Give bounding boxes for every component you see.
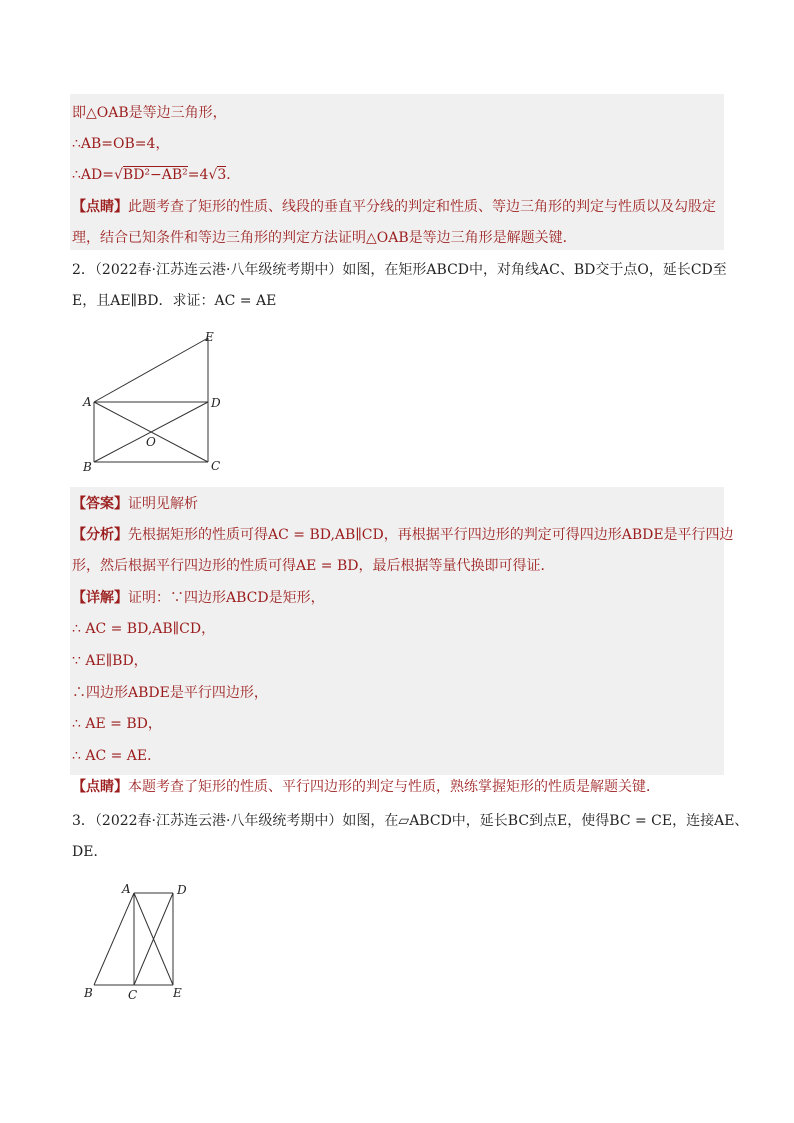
point-label-a: A: [122, 882, 131, 896]
text-line: [72, 197, 716, 217]
point-label-a: A: [83, 395, 92, 409]
text-span: 本题考查了矩形的性质、平行四边形的判定与性质，熟练掌握矩形的性质是解题关键．: [128, 779, 660, 795]
text-line: 即△OAB是等边三角形，: [72, 105, 227, 121]
detail-line: [72, 588, 325, 608]
point-label-o: O: [146, 435, 156, 449]
point-label-e: E: [205, 330, 214, 344]
point-label-d: D: [211, 396, 221, 410]
question-3-figure: [80, 876, 200, 1004]
formula-part: ．: [226, 167, 241, 183]
point-label-c: C: [211, 459, 221, 473]
formula-part: =4: [187, 167, 209, 183]
text-line: ∴AB=OB=4，: [72, 136, 170, 152]
analysis-line: 形，然后根据平行四边形的性质可得AE = BD，最后根据等量代换即可得证．: [72, 558, 555, 574]
text-line: [72, 165, 240, 185]
dianjing-line: [72, 777, 660, 797]
tag-detail: 【详解】: [72, 590, 128, 606]
sqrt-symbol: √: [208, 167, 218, 183]
text-span: 证明见解析: [128, 496, 198, 512]
question-2-line: E，且AE∥BD．求证：AC = AE: [72, 293, 277, 309]
formula-part: ∴AD=: [72, 167, 114, 183]
detail-line: ∴ AE = BD，: [72, 716, 162, 732]
sqrt-symbol: √: [113, 167, 123, 183]
question-3-line: 3．（2022春·江苏连云港·八年级统考期中）如图，在▱ABCD中，延长BC到点E，使得BC = CE，连接AE、: [72, 813, 749, 829]
point-label-d: D: [177, 883, 187, 897]
formula-radicand: BD²−AB²: [122, 167, 188, 183]
analysis-line: [72, 525, 734, 545]
question-2-figure: [80, 326, 230, 476]
formula-radicand: 3: [217, 167, 227, 183]
text-span: 此题考查了矩形的性质、线段的垂直平分线的判定和性质、等边三角形的判定与性质以及勾股定: [128, 199, 716, 215]
detail-line: ∴四边形ABDE是平行四边形，: [72, 685, 268, 701]
text-span: 证明：∵四边形ABCD是矩形，: [128, 590, 325, 606]
point-label-b: B: [83, 460, 92, 474]
detail-line: ∴ AC = AE．: [72, 748, 162, 764]
point-label-e: E: [173, 986, 182, 1000]
question-3-line: DE．: [72, 844, 108, 860]
point-label-b: B: [84, 986, 93, 1000]
detail-line: ∴ AC = BD,AB∥CD，: [72, 621, 216, 637]
detail-line: ∵ AE∥BD，: [72, 653, 148, 669]
tag-dianjing: 【点睛】: [72, 779, 128, 795]
question-2-line: 2．（2022春·江苏连云港·八年级统考期中）如图，在矩形ABCD中，对角线AC、BD交于点O，延长CD至: [72, 262, 727, 278]
text-line: 理，结合已知条件和等边三角形的判定方法证明△OAB是等边三角形是解题关键．: [72, 230, 577, 246]
text-span: 先根据矩形的性质可得AC = BD,AB∥CD，再根据平行四边形的判定可得四边形ABDE是平行四边: [128, 527, 734, 543]
tag-analysis: 【分析】: [72, 527, 128, 543]
tag-answer: 【答案】: [72, 496, 128, 512]
tag-dianjing: 【点睛】: [72, 199, 128, 215]
answer-line: [72, 494, 198, 514]
point-label-c: C: [128, 988, 138, 1002]
